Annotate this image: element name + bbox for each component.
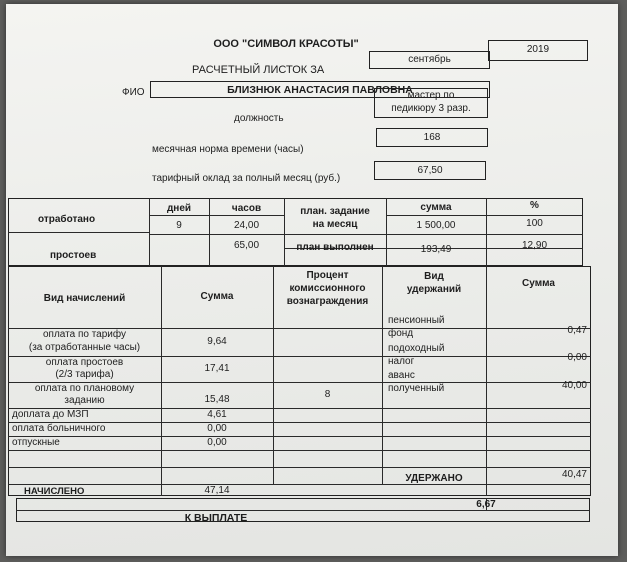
pct-header: % bbox=[530, 200, 539, 211]
company-name: ООО "СИМВОЛ КРАСОТЫ" bbox=[213, 38, 359, 50]
norm-label: месячная норма времени (часы) bbox=[152, 144, 304, 155]
payout-label: К ВЫПЛАТЕ bbox=[184, 512, 248, 524]
accrual-row-1-line2: (за отработанные часы) bbox=[28, 342, 141, 353]
idle-hours: 65,00 bbox=[233, 240, 260, 251]
withheld-total-value: 40,47 bbox=[561, 469, 587, 480]
deduction-row-2-line1: подоходный bbox=[388, 343, 445, 354]
norm-value: 168 bbox=[423, 132, 441, 143]
days-header: дней bbox=[166, 203, 192, 214]
payslip-title: РАСЧЕТНЫЙ ЛИСТОК ЗА bbox=[192, 64, 325, 76]
payslip-sheet bbox=[6, 4, 618, 556]
accrual-row-3-line2: заданию bbox=[64, 395, 105, 406]
deduction-row-3-sum: 40,00 bbox=[561, 380, 587, 391]
plan-done-sum: 193,49 bbox=[420, 244, 452, 255]
deduction-row-2-sum: 0,00 bbox=[567, 352, 587, 363]
withheld-total-label: УДЕРЖАНО bbox=[405, 473, 463, 484]
plan-done-pct: 12,90 bbox=[521, 240, 548, 251]
accrual-row-4-label: доплата до МЗП bbox=[12, 409, 89, 420]
commission-header-line2: комиссионного bbox=[289, 283, 366, 294]
deductions-type-header-line1: Вид bbox=[424, 271, 444, 282]
accrual-row-2-line2: (2/3 тарифа) bbox=[55, 369, 114, 380]
accrual-row-5-sum: 0,00 bbox=[207, 423, 227, 434]
plan-task-line2: на месяц bbox=[312, 219, 358, 230]
deduction-row-1-line2: фонд bbox=[388, 328, 414, 339]
position-value-line1: мастер по bbox=[407, 90, 455, 101]
accrual-row-3-line1: оплата по плановому bbox=[34, 383, 135, 394]
commission-header-line3: вознаграждения bbox=[286, 296, 369, 307]
salary-value: 67,50 bbox=[417, 165, 443, 176]
plan-done-label: план выполнен bbox=[296, 242, 374, 253]
worked-days: 9 bbox=[176, 220, 182, 231]
deduction-row-3-line2: полученный bbox=[388, 383, 445, 394]
commission-header-line1: Процент bbox=[306, 270, 349, 281]
accruals-type-header: Вид начислений bbox=[43, 293, 126, 304]
plan-task-sum: 1 500,00 bbox=[416, 220, 456, 231]
accrual-row-1-sum: 9,64 bbox=[207, 336, 227, 347]
year-value: 2019 bbox=[526, 44, 550, 55]
sum-header: сумма bbox=[420, 202, 452, 213]
deduction-row-1-line1: пенсионный bbox=[388, 315, 445, 326]
accrual-row-5-label: оплата больничного bbox=[12, 423, 106, 434]
accrual-row-1-line1: оплата по тарифу bbox=[42, 329, 126, 340]
accrued-total-label: НАЧИСЛЕНО bbox=[24, 486, 85, 497]
plan-task-pct: 100 bbox=[526, 218, 543, 229]
deduction-row-1-sum: 0,47 bbox=[567, 325, 587, 336]
hours-header: часов bbox=[231, 203, 262, 214]
fio-value: БЛИЗНЮК АНАСТАСИЯ ПАВЛОВНА bbox=[227, 84, 413, 96]
accrual-row-3-commission: 8 bbox=[324, 389, 331, 400]
deduction-row-2-line2: налог bbox=[388, 356, 415, 367]
accrual-row-4-sum: 4,61 bbox=[207, 409, 227, 420]
plan-task-line1: план. задание bbox=[300, 206, 370, 217]
position-value-line2: педикюру 3 разр. bbox=[391, 103, 471, 114]
deduction-row-3-line1: аванс bbox=[388, 370, 415, 381]
worked-label: отработано bbox=[38, 214, 96, 225]
deductions-type-header-line2: удержаний bbox=[406, 284, 462, 295]
position-label: должность bbox=[234, 113, 284, 124]
accruals-sum-header: Сумма bbox=[200, 291, 234, 302]
payout-value: 6,67 bbox=[476, 499, 496, 510]
month-value: сентябрь bbox=[408, 54, 451, 65]
idle-label: простоев bbox=[50, 250, 97, 261]
salary-label: тарифный оклад за полный месяц (руб.) bbox=[152, 173, 341, 184]
accrued-total-value: 47,14 bbox=[204, 485, 230, 496]
fio-label: ФИО bbox=[122, 87, 145, 98]
deductions-sum-header: Сумма bbox=[522, 278, 555, 289]
accrual-row-2-sum: 17,41 bbox=[204, 363, 230, 374]
accrual-row-3-sum: 15,48 bbox=[204, 394, 230, 405]
worked-hours: 24,00 bbox=[233, 220, 260, 231]
accrual-row-2-line1: оплата простоев bbox=[45, 357, 124, 368]
accrual-row-6-sum: 0,00 bbox=[207, 437, 227, 448]
accrual-row-6-label: отпускные bbox=[12, 437, 60, 448]
